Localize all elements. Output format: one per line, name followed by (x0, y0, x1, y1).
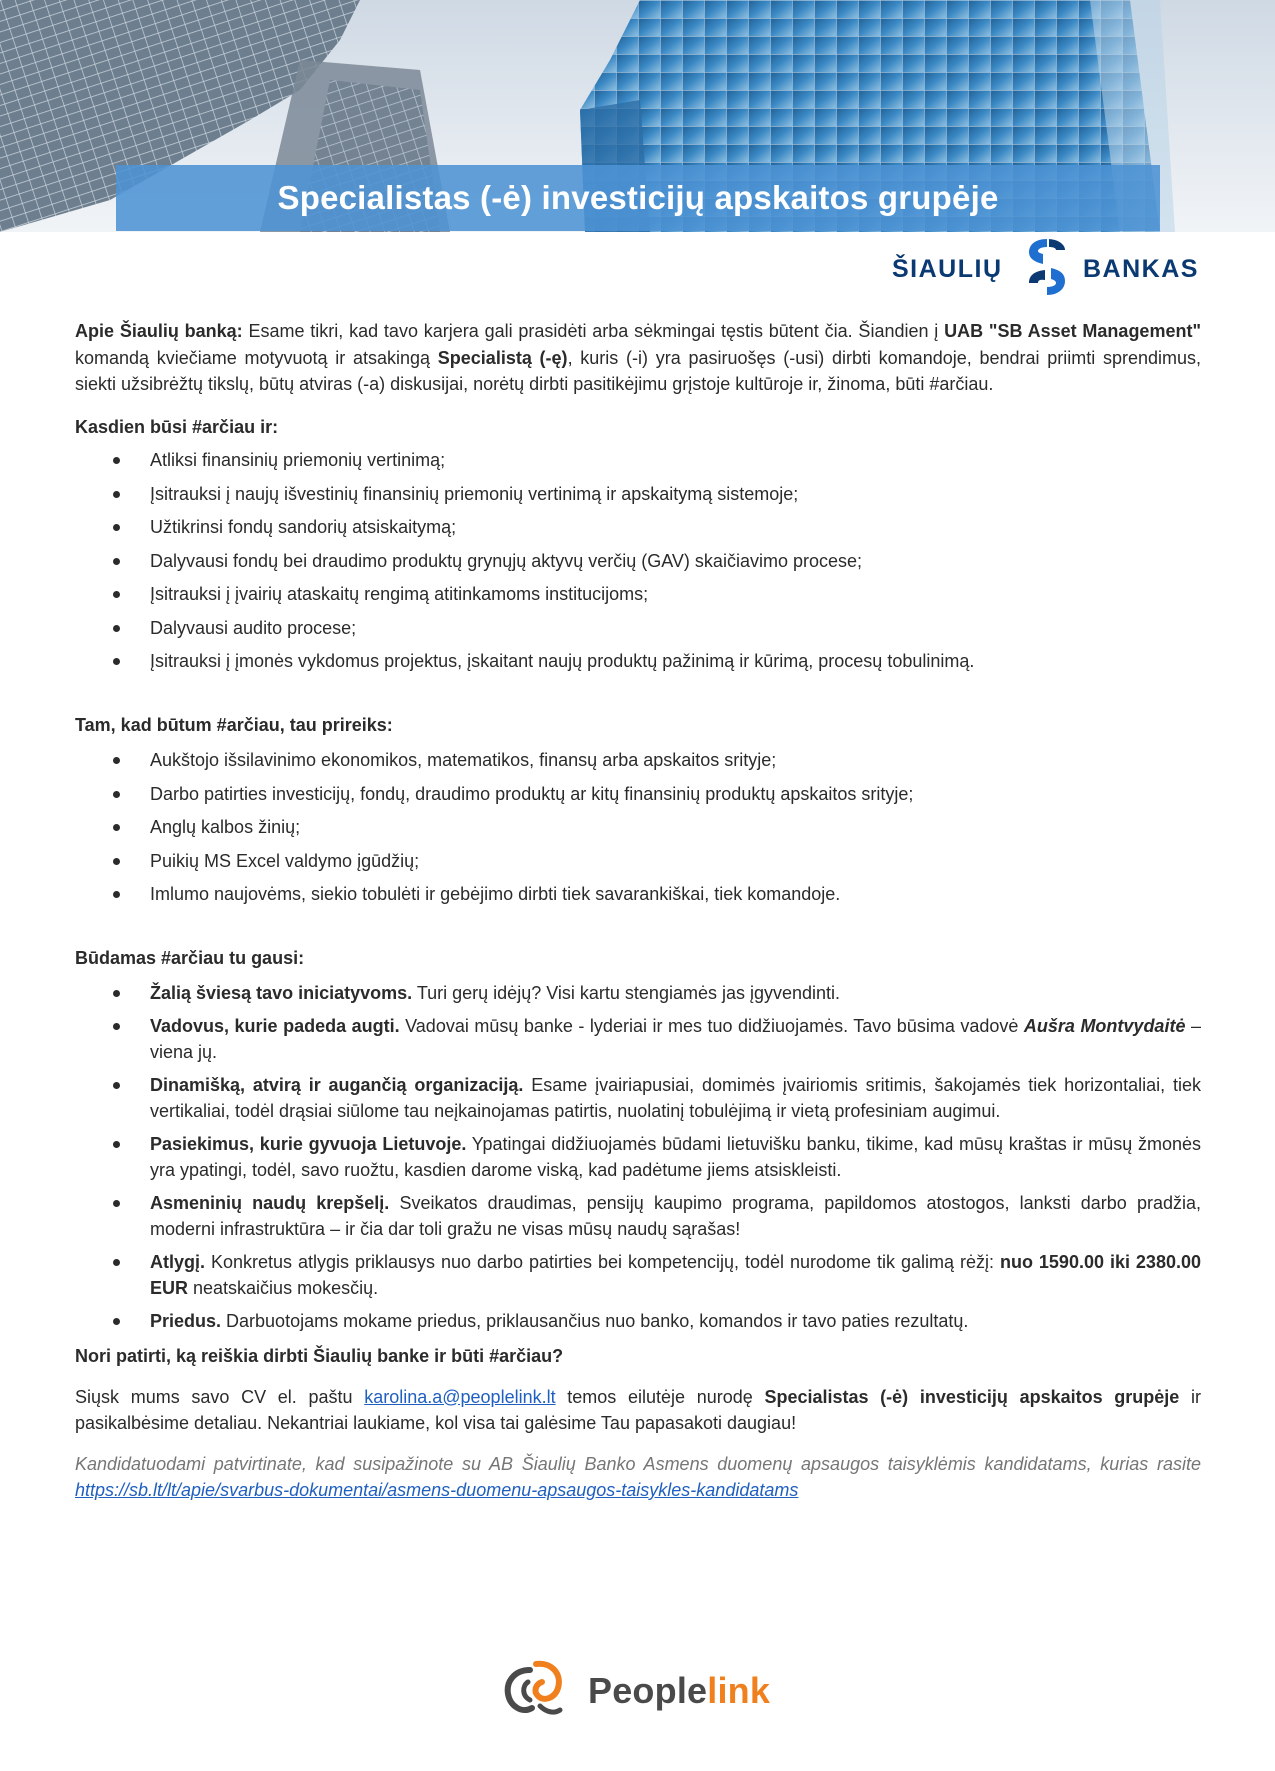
disclaimer-text: Kandidatuodami patvirtinate, kad susipažinote su AB Šiaulių Banko Asmens duomenų apsaugos taisyklėmis kandidatams, kurias rasite (75, 1453, 1201, 1474)
requirements-heading: Tam, kad būtum #arčiau, tau prireiks: (75, 714, 393, 735)
list-item: Anglų kalbos žinių; (75, 814, 1201, 841)
list-item: Dalyvausi audito procese; (75, 615, 1201, 642)
apply-subject: Specialistas (-ė) investicijų apskaitos grupėje (764, 1386, 1180, 1407)
peoplelink-wordmark (588, 1670, 770, 1712)
benefit-basket (75, 1190, 1201, 1243)
list-item: Užtikrinsi fondų sandorių atsiskaitymą; (75, 514, 1201, 541)
benefit-title: Atlygį. (150, 1251, 206, 1272)
benefit-text: Ypatingai didžiuojamės būdami lietuvišku banku, tikime, kad mūsų kraštas ir mūsų žmonės yra ypatingi, todėl, savo ruožtu, kasdien darome viską, kad padėtume jiems atsiskleisti. (150, 1133, 1202, 1180)
peoplelink-wordmark-part1: People (588, 1670, 708, 1711)
benefit-text: Esame įvairiapusiai, domimės įvairiomis sritimis, šakojamės tiek horizontaliai, tiek vertikaliai, todėl drąsiai siūlome tau neįkainojamas patirtis, nuolatinį tobulėjimą ir vietą profesiniam augimui. (150, 1074, 1202, 1121)
about-company: UAB "SB Asset Management" (944, 321, 1201, 341)
bank-logo (892, 236, 1202, 298)
salary-range: nuo 1590.00 iki 2380.00 EUR (150, 1251, 1201, 1298)
apply-paragraph (75, 1384, 1201, 1437)
benefit-title: Pasiekimus, kurie gyvuoja Lietuvoje. (150, 1133, 467, 1154)
requirements-list (75, 747, 1201, 908)
about-paragraph (75, 318, 1201, 398)
benefit-initiatives (75, 980, 1201, 1007)
list-item: Imlumo naujovėms, siekio tobulėti ir gebėjimo dirbti tiek savarankiškai, tiek komandoje. (75, 881, 1201, 908)
about-text-1: Esame tikri, kad tavo karjera gali prasidėti arba sėkmingai tęstis būtent čia. Šiandien į (242, 321, 945, 341)
list-item: Dalyvausi fondų bei draudimo produktų grynųjų aktyvų verčių (GAV) skaičiavimo procese; (75, 548, 1201, 575)
about-label: Apie Šiaulių banką: (75, 321, 243, 341)
benefit-title: Žalią šviesą tavo iniciatyvoms. (150, 983, 413, 1003)
benefit-text: Turi gerų idėjų? Visi kartu stengiamės jas įgyvendinti. (412, 983, 841, 1003)
benefit-text: Vadovai mūsų banke - lyderiai ir mes tuo didžiuojamės. Tavo būsima vadovė (399, 1015, 1024, 1036)
benefit-achievements (75, 1131, 1201, 1184)
benefit-text: Darbuotojams mokame priedus, priklausančius nuo banko, komandos ir tavo paties rezultatų. (221, 1310, 969, 1331)
benefit-text-end: – viena jų. (150, 1015, 1201, 1062)
benefit-leaders (75, 1013, 1201, 1066)
benefits-heading: Būdamas #arčiau tu gausi: (75, 947, 305, 968)
list-item: Įsitrauksi į naujų išvestinių finansinių priemonių vertinimą ir apskaitymą sistemoje; (75, 481, 1201, 508)
peoplelink-logo (500, 1656, 780, 1726)
privacy-policy-link[interactable]: https://sb.lt/lt/apie/svarbus-dokumentai/asmens-duomenu-apsaugos-taisykles-kandidatams (75, 1480, 799, 1500)
job-description (75, 318, 1201, 1504)
benefit-bonus (75, 1308, 1201, 1335)
benefit-title: Dinamišką, atvirą ir augančią organizaciją. (150, 1074, 524, 1095)
benefit-title: Asmeninių naudų krepšelį. (150, 1192, 390, 1213)
benefit-salary (75, 1249, 1201, 1302)
benefit-title: Priedus. (150, 1310, 222, 1331)
benefit-text-end: neatskaičius mokesčių. (188, 1278, 379, 1298)
about-text-2: komandą kviečiame motyvuotą ir atsakingą (75, 347, 438, 368)
apply-text-3: ir pasikalbėsime detaliau. Nekantriai laukiame, kol visa tai galėsime Tau papasakoti daugiau! (75, 1386, 1202, 1433)
daily-heading: Kasdien būsi #arčiau ir: (75, 416, 279, 437)
privacy-disclaimer (75, 1451, 1201, 1504)
benefit-text: Konkretus atlygis priklausys nuo darbo patirties bei kompetencijų, todėl nurodome tik galimą rėžį: (205, 1251, 1000, 1272)
list-item: Įsitrauksi į įvairių ataskaitų rengimą atitinkamoms institucijoms; (75, 581, 1201, 608)
list-item: Puikių MS Excel valdymo įgūdžių; (75, 848, 1201, 875)
benefits-list (75, 980, 1201, 1334)
list-item: Aukštojo išsilavinimo ekonomikos, matematikos, finansų arba apskaitos srityje; (75, 747, 1201, 774)
list-item: Įsitrauksi į įmonės vykdomus projektus, įskaitant naujų produktų pažinimą ir kūrimą, procesų tobulinimą. (75, 648, 1201, 675)
peoplelink-wordmark-part2: link (707, 1670, 771, 1711)
bank-logo-word-right: BANKAS (1083, 255, 1199, 283)
email-link[interactable]: karolina.a@peoplelink.lt (364, 1386, 556, 1407)
list-item: Atliksi finansinių priemonių vertinimą; (75, 447, 1201, 474)
header-banner (0, 0, 1275, 232)
list-item: Darbo patirties investicijų, fondų, draudimo produktų ar kitų finansinių produktų apskaitos srityje; (75, 781, 1201, 808)
bank-logo-word-left: ŠIAULIŲ (892, 255, 1003, 283)
benefit-organization (75, 1072, 1201, 1125)
about-role: Specialistą (-ę) (437, 347, 568, 368)
apply-text-1: Siųsk mums savo CV el. paštu (75, 1386, 365, 1407)
apply-heading: Nori patirti, ką reiškia dirbti Šiaulių banke ir būti #arčiau? (75, 1346, 564, 1366)
about-text-3: , kuris (-i) yra pasiruošęs (-usi) dirbti komandoje, bendrai priimti sprendimus, siekti užsibrėžtų tikslų, būtų atviras (-a) diskusijai, norėtų dirbti pasitikėjimu grįstoje kultūroje ir, žinoma, būti #arčiau. (75, 347, 1201, 394)
benefit-title: Vadovus, kurie padeda augti. (150, 1015, 400, 1036)
sb-logo-icon (1025, 237, 1069, 297)
daily-list (75, 447, 1201, 675)
peoplelink-logo-icon (500, 1656, 570, 1726)
title-band (116, 165, 1160, 231)
benefit-text: Sveikatos draudimas, pensijų kaupimo programa, papildomos atostogos, lanksti darbo pradžia, moderni infrastruktūra – ir čia dar toli gražu ne visas mūsų naudų sąrašas! (150, 1192, 1201, 1239)
apply-text-2: temos eilutėje nurodę (555, 1386, 765, 1407)
page-title: Specialistas (-ė) investicijų apskaitos grupėje (277, 179, 999, 216)
manager-name: Aušra Montvydaitė (1023, 1015, 1186, 1036)
